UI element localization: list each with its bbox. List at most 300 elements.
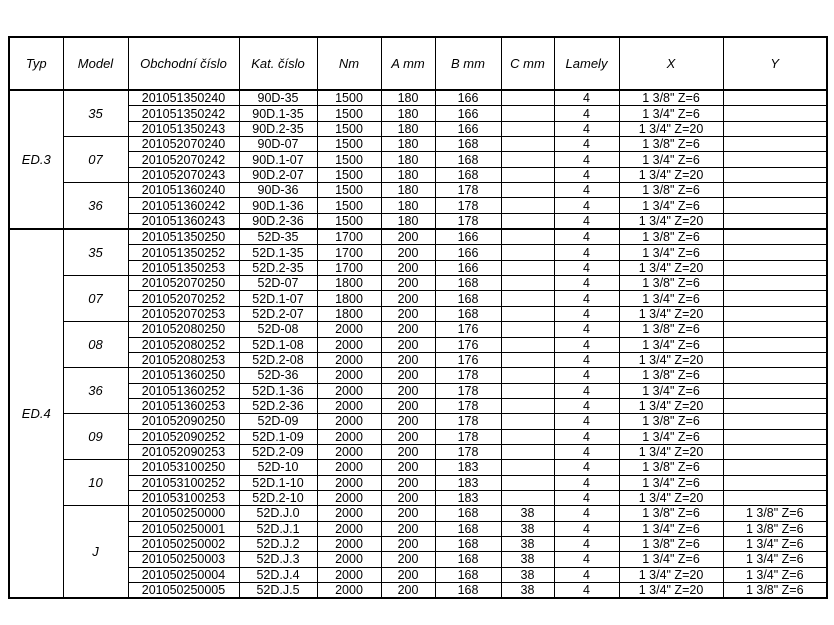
cell-c-mm [501,306,554,321]
table-row [9,429,827,444]
cell-c-mm [501,337,554,352]
cell-b-mm: 178 [435,429,501,444]
cell-c-mm [501,213,554,229]
table-row [9,137,827,152]
cell-b-mm: 178 [435,368,501,383]
cell-b-mm: 168 [435,536,501,551]
cell-x: 1 3/4" Z=20 [619,306,723,321]
cell-obchodni-cislo: 201053100252 [128,475,239,490]
cell-c-mm [501,229,554,245]
cell-c-mm: 38 [501,521,554,536]
cell-obchodni-cislo: 201053100250 [128,460,239,475]
cell-obchodni-cislo: 201052090250 [128,414,239,429]
cell-lamely: 4 [554,475,619,490]
header-row [9,37,827,90]
cell-x: 1 3/4" Z=6 [619,291,723,306]
cell-b-mm: 168 [435,291,501,306]
cell-kat-cislo: 52D.2-10 [239,490,317,505]
cell-c-mm [501,90,554,106]
cell-typ: ED.3 [9,90,63,229]
cell-b-mm: 183 [435,460,501,475]
cell-lamely: 4 [554,276,619,291]
cell-kat-cislo: 52D-09 [239,414,317,429]
cell-obchodni-cislo: 201052090252 [128,429,239,444]
cell-y [723,460,827,475]
cell-y [723,398,827,413]
cell-model: 35 [63,229,128,276]
table-row [9,475,827,490]
table-row [9,552,827,567]
cell-a-mm: 200 [381,398,435,413]
cell-y [723,291,827,306]
cell-b-mm: 168 [435,306,501,321]
cell-y [723,137,827,152]
cell-c-mm: 38 [501,583,554,599]
cell-lamely: 4 [554,322,619,337]
cell-nm: 2000 [317,460,381,475]
cell-nm: 2000 [317,536,381,551]
cell-b-mm: 166 [435,260,501,275]
cell-lamely: 4 [554,383,619,398]
cell-c-mm: 38 [501,552,554,567]
table-row [9,260,827,275]
cell-kat-cislo: 90D-35 [239,90,317,106]
cell-c-mm [501,460,554,475]
cell-lamely: 4 [554,490,619,505]
cell-kat-cislo: 90D.1-07 [239,152,317,167]
table-row [9,352,827,367]
header-b-mm: B mm [435,37,501,90]
cell-lamely: 4 [554,398,619,413]
table-row [9,198,827,213]
cell-b-mm: 178 [435,198,501,213]
cell-b-mm: 178 [435,383,501,398]
cell-a-mm: 180 [381,106,435,121]
cell-y: 1 3/4" Z=6 [723,536,827,551]
table-row [9,106,827,121]
cell-kat-cislo: 52D-07 [239,276,317,291]
cell-a-mm: 200 [381,352,435,367]
cell-c-mm [501,106,554,121]
cell-y [723,121,827,136]
cell-c-mm [501,398,554,413]
cell-b-mm: 168 [435,506,501,521]
cell-a-mm: 200 [381,536,435,551]
cell-b-mm: 166 [435,229,501,245]
cell-obchodni-cislo: 201053100253 [128,490,239,505]
cell-y [723,167,827,182]
header-x: X [619,37,723,90]
cell-lamely: 4 [554,368,619,383]
table-row [9,383,827,398]
cell-obchodni-cislo: 201051360243 [128,213,239,229]
cell-lamely: 4 [554,260,619,275]
cell-y [723,444,827,459]
cell-obchodni-cislo: 201051350252 [128,245,239,260]
cell-obchodni-cislo: 201051360240 [128,183,239,198]
cell-b-mm: 178 [435,398,501,413]
cell-nm: 2000 [317,506,381,521]
cell-x: 1 3/8" Z=6 [619,229,723,245]
cell-nm: 2000 [317,398,381,413]
cell-y [723,183,827,198]
cell-x: 1 3/4" Z=20 [619,444,723,459]
cell-obchodni-cislo: 201052070242 [128,152,239,167]
cell-kat-cislo: 90D.1-35 [239,106,317,121]
cell-a-mm: 200 [381,337,435,352]
cell-nm: 1500 [317,121,381,136]
cell-model: 07 [63,137,128,183]
cell-c-mm [501,383,554,398]
table-row [9,245,827,260]
cell-a-mm: 180 [381,183,435,198]
cell-kat-cislo: 52D.2-09 [239,444,317,459]
cell-x: 1 3/8" Z=6 [619,368,723,383]
cell-kat-cislo: 52D.1-35 [239,245,317,260]
table-row [9,337,827,352]
cell-x: 1 3/4" Z=6 [619,337,723,352]
cell-c-mm [501,352,554,367]
cell-lamely: 4 [554,352,619,367]
cell-kat-cislo: 52D.2-36 [239,398,317,413]
cell-c-mm [501,429,554,444]
cell-nm: 2000 [317,368,381,383]
cell-a-mm: 200 [381,322,435,337]
cell-obchodni-cislo: 201052070253 [128,306,239,321]
cell-nm: 2000 [317,583,381,599]
cell-c-mm [501,490,554,505]
cell-x: 1 3/8" Z=6 [619,460,723,475]
header-lamely: Lamely [554,37,619,90]
cell-obchodni-cislo: 201051360250 [128,368,239,383]
cell-nm: 1500 [317,152,381,167]
cell-obchodni-cislo: 201052070250 [128,276,239,291]
cell-y [723,276,827,291]
table-row [9,306,827,321]
cell-nm: 2000 [317,444,381,459]
cell-x: 1 3/8" Z=6 [619,322,723,337]
cell-lamely: 4 [554,536,619,551]
table-row [9,322,827,337]
cell-typ: ED.4 [9,229,63,598]
cell-b-mm: 168 [435,583,501,599]
cell-lamely: 4 [554,137,619,152]
cell-y [723,90,827,106]
cell-a-mm: 200 [381,291,435,306]
cell-obchodni-cislo: 201052070240 [128,137,239,152]
cell-x: 1 3/4" Z=20 [619,121,723,136]
cell-c-mm [501,475,554,490]
cell-y: 1 3/4" Z=6 [723,567,827,582]
cell-c-mm [501,368,554,383]
cell-lamely: 4 [554,414,619,429]
cell-b-mm: 168 [435,137,501,152]
cell-nm: 2000 [317,414,381,429]
cell-a-mm: 200 [381,552,435,567]
cell-a-mm: 200 [381,245,435,260]
cell-b-mm: 176 [435,322,501,337]
cell-y [723,429,827,444]
cell-y [723,106,827,121]
cell-b-mm: 166 [435,106,501,121]
cell-b-mm: 166 [435,90,501,106]
cell-nm: 1500 [317,137,381,152]
cell-c-mm: 38 [501,567,554,582]
cell-obchodni-cislo: 201051350253 [128,260,239,275]
cell-nm: 1800 [317,291,381,306]
cell-b-mm: 168 [435,276,501,291]
cell-x: 1 3/4" Z=6 [619,552,723,567]
table-row [9,213,827,229]
cell-y [723,213,827,229]
cell-obchodni-cislo: 201050250001 [128,521,239,536]
cell-x: 1 3/8" Z=6 [619,414,723,429]
cell-lamely: 4 [554,444,619,459]
cell-nm: 1500 [317,90,381,106]
cell-kat-cislo: 52D.J.4 [239,567,317,582]
cell-kat-cislo: 90D.1-36 [239,198,317,213]
cell-lamely: 4 [554,229,619,245]
cell-x: 1 3/8" Z=6 [619,536,723,551]
cell-kat-cislo: 52D.2-07 [239,306,317,321]
cell-y [723,229,827,245]
cell-nm: 1700 [317,260,381,275]
cell-y [723,322,827,337]
cell-nm: 2000 [317,429,381,444]
cell-b-mm: 176 [435,337,501,352]
cell-lamely: 4 [554,306,619,321]
cell-lamely: 4 [554,245,619,260]
cell-c-mm [501,276,554,291]
cell-x: 1 3/4" Z=6 [619,521,723,536]
cell-y: 1 3/8" Z=6 [723,506,827,521]
table-row [9,567,827,582]
cell-b-mm: 178 [435,414,501,429]
cell-model: 10 [63,460,128,506]
cell-y [723,368,827,383]
cell-a-mm: 200 [381,567,435,582]
table-row [9,444,827,459]
cell-a-mm: 200 [381,368,435,383]
cell-a-mm: 200 [381,306,435,321]
table-row [9,536,827,551]
cell-x: 1 3/8" Z=6 [619,506,723,521]
cell-y [723,306,827,321]
table-row [9,583,827,599]
cell-x: 1 3/4" Z=20 [619,490,723,505]
cell-model: 07 [63,276,128,322]
cell-x: 1 3/4" Z=20 [619,398,723,413]
cell-obchodni-cislo: 201050250002 [128,536,239,551]
cell-b-mm: 183 [435,475,501,490]
cell-nm: 2000 [317,383,381,398]
cell-y [723,352,827,367]
cell-model: 36 [63,368,128,414]
cell-kat-cislo: 52D.J.2 [239,536,317,551]
cell-lamely: 4 [554,152,619,167]
cell-y [723,414,827,429]
cell-nm: 2000 [317,521,381,536]
cell-model: J [63,506,128,599]
cell-c-mm [501,198,554,213]
table-row [9,229,827,245]
cell-obchodni-cislo: 201052080250 [128,322,239,337]
cell-b-mm: 168 [435,167,501,182]
product-table [8,36,828,599]
cell-model: 35 [63,90,128,137]
table-body [9,90,827,598]
cell-obchodni-cislo: 201051350240 [128,90,239,106]
cell-nm: 2000 [317,567,381,582]
cell-a-mm: 200 [381,229,435,245]
cell-a-mm: 180 [381,121,435,136]
cell-lamely: 4 [554,337,619,352]
cell-c-mm: 38 [501,506,554,521]
cell-a-mm: 200 [381,276,435,291]
cell-y [723,490,827,505]
cell-obchodni-cislo: 201050250003 [128,552,239,567]
cell-lamely: 4 [554,460,619,475]
cell-lamely: 4 [554,213,619,229]
cell-a-mm: 180 [381,152,435,167]
cell-x: 1 3/4" Z=6 [619,245,723,260]
cell-obchodni-cislo: 201051360253 [128,398,239,413]
cell-y [723,383,827,398]
cell-y: 1 3/8" Z=6 [723,583,827,599]
cell-kat-cislo: 90D.2-07 [239,167,317,182]
cell-b-mm: 168 [435,152,501,167]
cell-b-mm: 168 [435,521,501,536]
cell-x: 1 3/4" Z=20 [619,167,723,182]
cell-b-mm: 176 [435,352,501,367]
cell-c-mm [501,167,554,182]
cell-lamely: 4 [554,567,619,582]
cell-model: 08 [63,322,128,368]
cell-y [723,475,827,490]
cell-kat-cislo: 52D.1-09 [239,429,317,444]
cell-kat-cislo: 90D.2-36 [239,213,317,229]
cell-kat-cislo: 90D-36 [239,183,317,198]
cell-a-mm: 200 [381,444,435,459]
cell-obchodni-cislo: 201051360242 [128,198,239,213]
cell-a-mm: 180 [381,137,435,152]
cell-kat-cislo: 52D.1-08 [239,337,317,352]
table-row [9,368,827,383]
cell-lamely: 4 [554,106,619,121]
cell-a-mm: 200 [381,475,435,490]
cell-nm: 1500 [317,106,381,121]
cell-kat-cislo: 52D.J.1 [239,521,317,536]
cell-a-mm: 200 [381,490,435,505]
table-row [9,121,827,136]
cell-c-mm: 38 [501,536,554,551]
cell-obchodni-cislo: 201052080253 [128,352,239,367]
cell-x: 1 3/4" Z=6 [619,152,723,167]
table-row [9,460,827,475]
table-row [9,183,827,198]
cell-lamely: 4 [554,291,619,306]
cell-a-mm: 200 [381,506,435,521]
cell-c-mm [501,444,554,459]
cell-obchodni-cislo: 201052090253 [128,444,239,459]
table-row [9,291,827,306]
cell-kat-cislo: 52D.1-07 [239,291,317,306]
cell-a-mm: 200 [381,583,435,599]
cell-lamely: 4 [554,552,619,567]
cell-kat-cislo: 52D-08 [239,322,317,337]
cell-b-mm: 166 [435,121,501,136]
cell-y [723,198,827,213]
cell-y [723,152,827,167]
cell-x: 1 3/4" Z=6 [619,475,723,490]
header-model: Model [63,37,128,90]
cell-y [723,245,827,260]
cell-lamely: 4 [554,583,619,599]
cell-kat-cislo: 52D-10 [239,460,317,475]
table-row [9,490,827,505]
cell-a-mm: 180 [381,213,435,229]
cell-x: 1 3/4" Z=20 [619,567,723,582]
cell-b-mm: 178 [435,213,501,229]
cell-c-mm [501,152,554,167]
cell-y: 1 3/4" Z=6 [723,552,827,567]
cell-c-mm [501,414,554,429]
cell-a-mm: 200 [381,521,435,536]
cell-a-mm: 200 [381,414,435,429]
table-row [9,414,827,429]
cell-lamely: 4 [554,167,619,182]
cell-obchodni-cislo: 201052080252 [128,337,239,352]
cell-nm: 2000 [317,490,381,505]
cell-c-mm [501,260,554,275]
cell-a-mm: 200 [381,460,435,475]
cell-b-mm: 178 [435,444,501,459]
cell-lamely: 4 [554,198,619,213]
cell-kat-cislo: 90D-07 [239,137,317,152]
cell-kat-cislo: 52D-35 [239,229,317,245]
cell-x: 1 3/4" Z=6 [619,383,723,398]
cell-c-mm [501,322,554,337]
cell-lamely: 4 [554,90,619,106]
cell-c-mm [501,245,554,260]
header-c-mm: C mm [501,37,554,90]
cell-c-mm [501,291,554,306]
header-nm: Nm [317,37,381,90]
table-row [9,152,827,167]
cell-x: 1 3/8" Z=6 [619,90,723,106]
cell-kat-cislo: 52D.2-35 [239,260,317,275]
cell-obchodni-cislo: 201052070243 [128,167,239,182]
cell-kat-cislo: 52D-36 [239,368,317,383]
cell-model: 09 [63,414,128,460]
cell-obchodni-cislo: 201050250005 [128,583,239,599]
cell-nm: 2000 [317,475,381,490]
header-obchodni-cislo: Obchodní číslo [128,37,239,90]
cell-b-mm: 178 [435,183,501,198]
table-row [9,506,827,521]
cell-obchodni-cislo: 201052070252 [128,291,239,306]
cell-nm: 1700 [317,229,381,245]
header-kat-cislo: Kat. číslo [239,37,317,90]
cell-b-mm: 166 [435,245,501,260]
cell-lamely: 4 [554,183,619,198]
cell-lamely: 4 [554,121,619,136]
cell-a-mm: 180 [381,90,435,106]
cell-a-mm: 200 [381,260,435,275]
table-row [9,398,827,413]
cell-a-mm: 200 [381,383,435,398]
cell-x: 1 3/8" Z=6 [619,276,723,291]
